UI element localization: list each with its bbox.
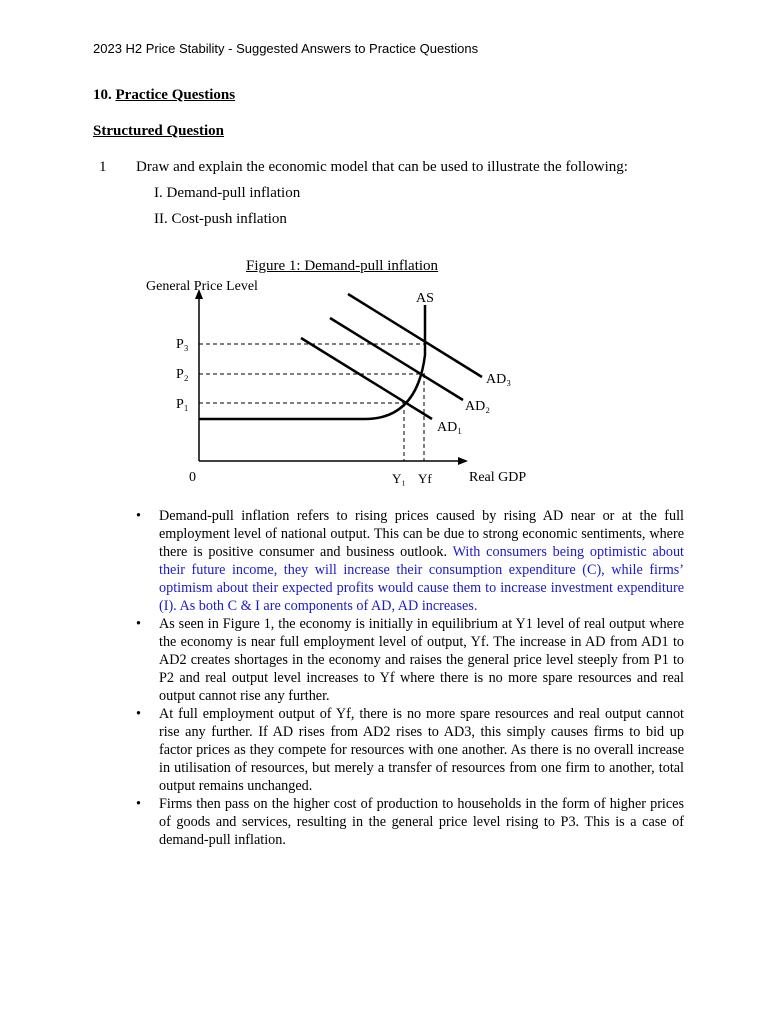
bullet-highlight-text: With consumers being optimistic about their future income, they will increase their consumption expenditure (C), while firms’ optimism about their expected profits would cause them to increase investment expenditure (I). As both C & I are components of AD, AD increases. xyxy=(159,544,684,614)
bullet-icon: • xyxy=(136,796,141,812)
ad1-curve xyxy=(301,338,432,419)
bullet-text: At full employment output of Yf, there is no more spare resources and real output cannot rise any further. If AD rises from AD2 rises to AD3, this simply causes firms to bid up factor prices as they compete for resources with one another. As there is no overall increase in utilisation of resources, but merely a transfer of resources from one firm to another, total output remains unchanged. xyxy=(159,706,684,794)
y1-label: Y₁ xyxy=(392,471,406,486)
ad3-label: AD₃ xyxy=(486,372,512,387)
ad1-label: AD₁ xyxy=(437,420,463,435)
x-axis-arrow xyxy=(458,457,468,465)
list-item xyxy=(136,615,684,705)
bullet-text: Demand-pull inflation refers to rising prices caused by rising AD near or at the full employment level of national output. This can be due to strong economic sentiments, where there is positive consumer and business outlook. xyxy=(159,508,684,560)
p1-label: P₁ xyxy=(176,397,189,412)
x-axis-label: Real GDP xyxy=(469,470,527,485)
bullet-text: As seen in Figure 1, the economy is initially in equilibrium at Y1 level of real output where the economy is near full employment level of output, Yf. The increase in AD from AD1 to AD2 creates shortages in the economy and raises the general price level steeply from P1 to P2 and real output level increases to Yf where there is no more spare resources and real output cannot rise any further. xyxy=(159,616,684,704)
list-item xyxy=(136,705,684,795)
bullet-icon: • xyxy=(136,508,141,524)
list-item xyxy=(136,795,684,849)
bullet-text: Firms then pass on the higher cost of production to households in the form of higher prices of goods and services, resulting in the general price level rising to P3. This is a case of demand-pull inflation. xyxy=(159,796,684,848)
subsection-heading: Structured Question xyxy=(93,123,224,139)
ad-as-diagram xyxy=(140,275,560,490)
p3-label: P₃ xyxy=(176,337,189,352)
ad2-label: AD₂ xyxy=(465,399,491,414)
yf-label: Yf xyxy=(418,471,432,486)
section-number: 10. xyxy=(93,87,112,103)
page-header: 2023 H2 Price Stability - Suggested Answers to Practice Questions xyxy=(93,41,479,56)
p2-label: P₂ xyxy=(176,367,189,382)
explanation-list xyxy=(136,507,684,849)
bullet-icon: • xyxy=(136,706,141,722)
question-item-2: II. Cost-push inflation xyxy=(154,211,287,227)
origin-label: 0 xyxy=(189,470,196,485)
question-number: 1 xyxy=(99,159,107,175)
as-label: AS xyxy=(416,291,434,306)
section-title: Practice Questions xyxy=(115,87,236,103)
question-item-1: I. Demand-pull inflation xyxy=(154,185,301,201)
section-heading xyxy=(93,87,235,104)
figure-title: Figure 1: Demand-pull inflation xyxy=(246,258,439,274)
question-text: Draw and explain the economic model that can be used to illustrate the following: xyxy=(136,159,628,175)
ad3-curve xyxy=(348,294,482,377)
ad2-curve xyxy=(330,318,463,400)
y-axis-label: General Price Level xyxy=(146,279,258,294)
bullet-icon: • xyxy=(136,616,141,632)
list-item xyxy=(136,507,684,615)
